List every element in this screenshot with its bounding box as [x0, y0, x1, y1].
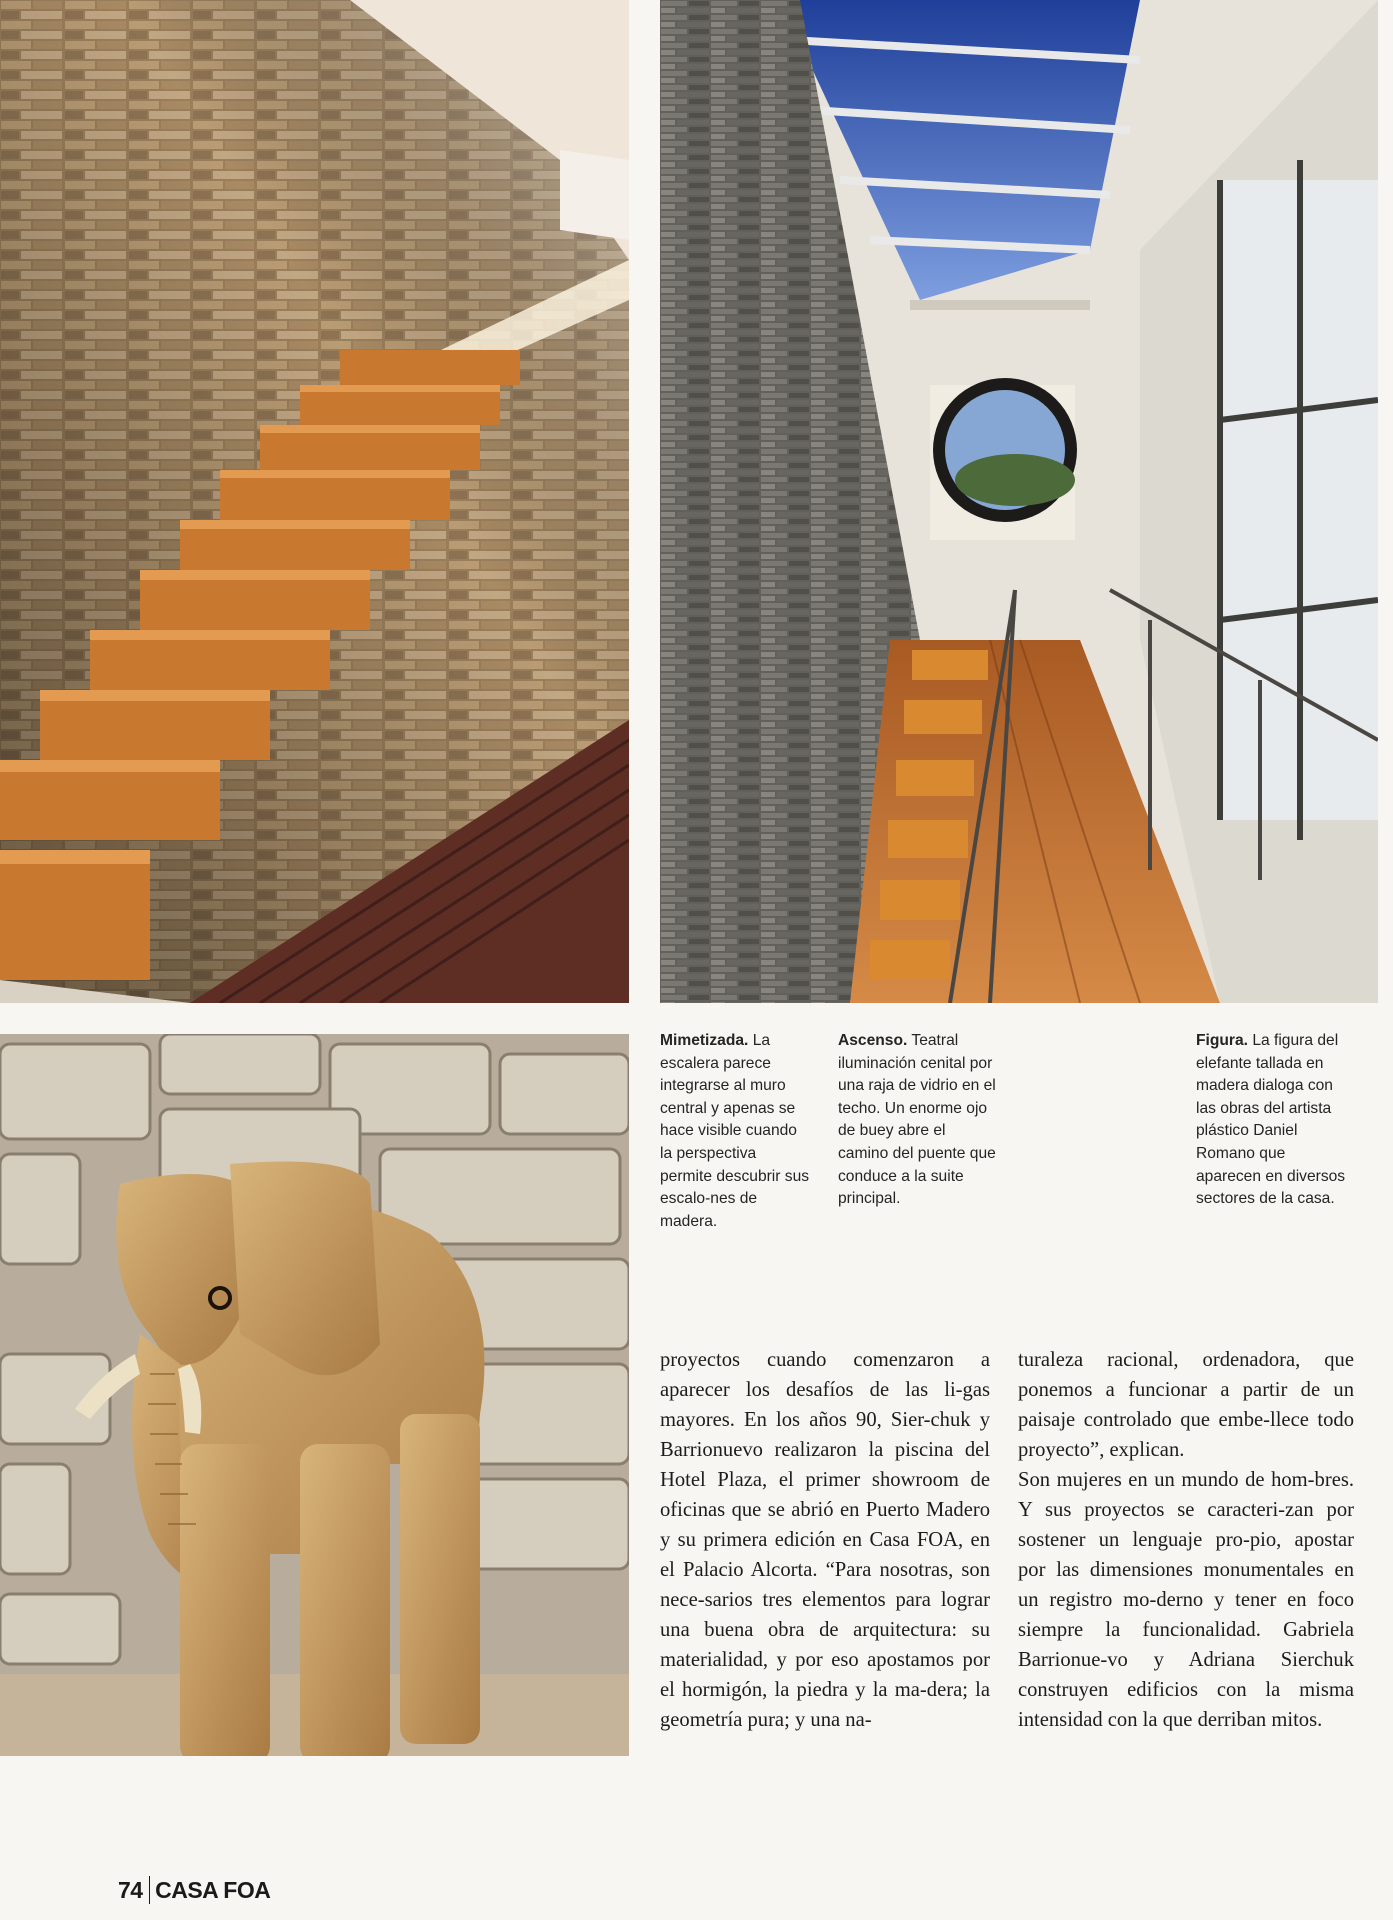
photo-stone-staircase [0, 0, 629, 1003]
article-paragraph: proyectos cuando comenzaron a aparecer los desafíos de las li-gas mayores. En los años 90, Sier-chuk y Barrionuevo realizaron la piscina del Hotel Plaza, el primer showroom de oficinas que se abrió en Puerto Madero y su primera edición en Casa FOA, en el Palacio Alcorta. “Para nosotras, son nece-sarios tres elementos para lograr una buena obra de arquitectura: su materialidad, y por eso apostamos por el hormigón, la piedra y la ma-dera; la geometría pura; y una na- [660, 1349, 990, 1731]
caption-title: Figura. [1196, 1032, 1248, 1049]
caption-title: Mimetizada. [660, 1032, 749, 1049]
caption-ascent [838, 1030, 998, 1211]
article-paragraph: turaleza racional, ordenadora, que ponemos a funcionar a partir de un paisaje controlado que embe-llece todo proyecto”, explican. [1018, 1349, 1354, 1461]
photo-glass-corridor [660, 0, 1378, 1003]
caption-text: La figura del elefante tallada en madera dialoga con las obras del artista plástico Daniel Romano que aparecen en diversos sectores de la casa. [1196, 1032, 1346, 1208]
page-number: 74 [118, 1876, 143, 1903]
caption-text: La escalera parece integrarse al muro central y apenas se hace visible cuando la perspectiva permite descubrir sus escalo-nes de madera. [660, 1032, 810, 1230]
article-paragraph: Son mujeres en un mundo de hom-bres. Y sus proyectos se caracteri-zan por sostener un lenguaje pro-pio, apostar por las dimensiones monumentales en un registro mo-derno y tener en foco siempre la funcionalidad. Gabriela Barrionue-vo y Adriana Sierchuk construyen edificios con la misma intensidad con la que derriban mitos. [1018, 1469, 1354, 1731]
caption-figure [1196, 1030, 1346, 1211]
caption-text: Teatral iluminación cenital por una raja de vidrio en el techo. Un enorme ojo de buey abre el camino del puente que conduce a la suite principal. [838, 1032, 996, 1208]
photo-wooden-elephant [0, 1034, 629, 1756]
article-column-left [660, 1345, 990, 1735]
page-folio [118, 1873, 270, 1907]
caption-title: Ascenso. [838, 1032, 908, 1049]
caption-staircase [660, 1030, 810, 1233]
magazine-name: CASA FOA [155, 1876, 271, 1903]
folio-divider [149, 1876, 151, 1904]
article-column-right [1018, 1345, 1354, 1735]
